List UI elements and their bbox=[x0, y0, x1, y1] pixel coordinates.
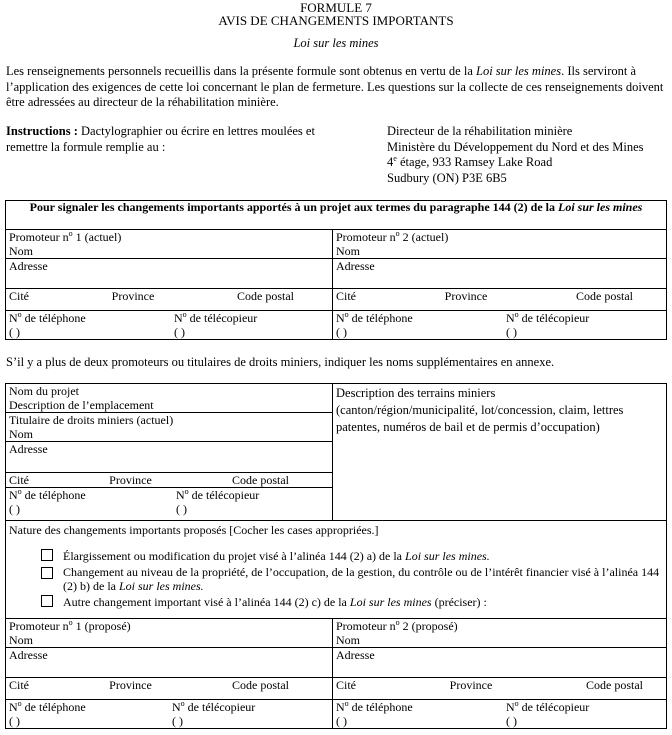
promoter2-address-field[interactable]: Adresse bbox=[333, 258, 666, 288]
mailing-address bbox=[387, 124, 667, 187]
change-option-3-end: (préciser) : bbox=[434, 595, 487, 609]
fax-area-code[interactable]: ( ) bbox=[174, 325, 185, 339]
province-label[interactable]: Province bbox=[444, 289, 488, 303]
additional-promoters-note: S’il y a plus de deux promoteurs ou titulaires de droits miniers, indiquer les noms supplémentaires en annexe. bbox=[6, 355, 555, 369]
promoter1-proposed-address-field[interactable]: Adresse bbox=[6, 647, 332, 677]
project-changes-table bbox=[5, 383, 667, 729]
city-label[interactable]: Cité bbox=[336, 289, 356, 303]
province-label[interactable]: Province bbox=[109, 678, 152, 692]
city-label[interactable]: Cité bbox=[9, 289, 29, 303]
phone-label[interactable]: $N^o$ de téléphone bbox=[9, 310, 86, 325]
section1-heading-act: Loi sur les mines bbox=[557, 200, 643, 214]
fax-label[interactable]: $N^o$ de télécopieur bbox=[506, 699, 590, 714]
changes-nature-label: Nature des changements importants proposés [Cocher les cases appropriées.] bbox=[9, 523, 379, 537]
promoter2-label: Promoteur $n^o$ 2 (actuel) bbox=[336, 229, 449, 244]
promoter2-name-field[interactable]: Nom bbox=[336, 244, 360, 258]
promoter1-name-field[interactable]: Nom bbox=[9, 244, 33, 258]
promoter2-city-row bbox=[333, 288, 666, 303]
current-promoters-table bbox=[5, 200, 667, 340]
fax-label[interactable]: $N^o$ de télécopieur bbox=[172, 699, 256, 714]
promoter2-phone-row bbox=[333, 311, 667, 340]
section1-heading bbox=[6, 201, 667, 230]
holder-phone-row bbox=[6, 487, 332, 516]
promoter1-proposed-block bbox=[6, 619, 333, 700]
promoter1-address-field[interactable]: Adresse bbox=[6, 258, 332, 288]
act-name: Loi sur les mines bbox=[293, 36, 379, 50]
promoter1-label: Promoteur $n^o$ 1 (actuel) bbox=[9, 229, 122, 244]
province-label[interactable]: Province bbox=[449, 678, 493, 692]
act-ref: Loi sur les mines. bbox=[118, 579, 204, 593]
phone-area-code[interactable]: ( ) bbox=[336, 325, 347, 339]
change-option-2-label: Changement au niveau de la propriété, de l’occupation, de la gestion, du contrôle ou de l’intérêt financier visé à l’alinéa 144 (2) b) de la bbox=[63, 565, 660, 593]
change-option-3-checkbox[interactable] bbox=[41, 595, 53, 607]
promoter1-proposed-name-field[interactable]: Nom bbox=[9, 633, 33, 647]
promoter2-proposed-label: Promoteur $n^o$ 2 (proposé) bbox=[336, 618, 458, 633]
section1-heading-text: Pour signaler les changements importants apportés à un projet aux termes du paragraphe 144 (2) de la bbox=[29, 200, 555, 214]
holder-address-field[interactable]: Adresse bbox=[6, 441, 332, 472]
intro-text: Les renseignements personnels recueillis dans la présente formule sont obtenus en vertu de la bbox=[6, 64, 473, 78]
instructions-label: Instructions : bbox=[6, 124, 78, 138]
mining-rights-holder-label: Titulaire de droits miniers (actuel) bbox=[6, 412, 332, 427]
fax-area-code[interactable]: ( ) bbox=[506, 325, 517, 339]
fax-label[interactable]: $N^o$ de télécopieur bbox=[506, 310, 590, 325]
intro-act: Loi sur les mines bbox=[476, 64, 562, 78]
change-option-2-checkbox[interactable] bbox=[41, 567, 53, 579]
city-label[interactable]: Cité bbox=[9, 473, 29, 487]
postal-code-label[interactable]: Code postal bbox=[576, 289, 633, 303]
holder-name-field[interactable]: Nom bbox=[9, 427, 33, 441]
change-option-1 bbox=[9, 549, 663, 563]
change-option-3 bbox=[9, 595, 663, 609]
promoter1-city-row bbox=[6, 288, 332, 303]
postal-code-label[interactable]: Code postal bbox=[232, 678, 289, 692]
phone-label[interactable]: $N^o$ de téléphone bbox=[9, 487, 86, 502]
promoter1-current-block bbox=[6, 230, 333, 311]
phone-area-code[interactable]: ( ) bbox=[336, 714, 347, 728]
city-label[interactable]: Cité bbox=[336, 678, 356, 692]
province-label[interactable]: Province bbox=[111, 289, 155, 303]
fax-area-code[interactable]: ( ) bbox=[172, 714, 183, 728]
postal-code-label[interactable]: Code postal bbox=[232, 473, 289, 487]
promoter2-proposed-name-field[interactable]: Nom bbox=[336, 633, 360, 647]
address-line: Sudbury (ON) P3E 6B5 bbox=[387, 170, 507, 185]
intro-text-rest: . Ils serviront à l’application des exigences de cette loi concernant le plan de fermeture. Les questions sur la collecte de ces renseignements doivent être adressées au directeur de la réhabilitation minière. bbox=[6, 64, 664, 110]
phone-label[interactable]: $N^o$ de téléphone bbox=[336, 310, 413, 325]
promoter1-phone-row bbox=[6, 311, 333, 340]
change-option-3-label: Autre changement important visé à l’alinéa 144 (2) c) de la bbox=[63, 595, 347, 609]
act-ref: Loi sur les mines bbox=[349, 595, 432, 609]
promoter2-proposed-phone-row bbox=[333, 700, 667, 729]
postal-code-label[interactable]: Code postal bbox=[586, 678, 643, 692]
address-line: Directeur de la réhabilitation minière bbox=[387, 124, 573, 138]
changes-nature-block bbox=[6, 521, 667, 619]
land-description-text: (canton/région/municipalité, lot/concession, claim, lettres patentes, numéros de bail et de permis d’occupation) bbox=[336, 403, 624, 434]
phone-area-code[interactable]: ( ) bbox=[9, 714, 20, 728]
change-option-1-label: Élargissement ou modification du projet visé à l’alinéa 144 (2) a) de la bbox=[63, 549, 403, 563]
postal-code-label[interactable]: Code postal bbox=[237, 289, 294, 303]
promoter1-proposed-phone-row bbox=[6, 700, 333, 729]
province-label[interactable]: Province bbox=[109, 473, 152, 487]
address-line: Ministère du Développement du Nord et des Mines bbox=[387, 139, 644, 154]
instructions-text: Dactylographier ou écrire en lettres moulées et remettre la formule remplie au : bbox=[6, 124, 315, 154]
project-info-block bbox=[6, 384, 333, 521]
promoter1-proposed-city-row bbox=[6, 677, 332, 692]
phone-label[interactable]: $N^o$ de téléphone bbox=[336, 699, 413, 714]
fax-area-code[interactable]: ( ) bbox=[176, 502, 187, 516]
promoter2-proposed-address-field[interactable]: Adresse bbox=[333, 647, 666, 677]
change-option-2 bbox=[9, 565, 663, 593]
holder-city-row bbox=[6, 472, 332, 487]
project-name-field[interactable]: Nom du projet bbox=[9, 384, 79, 398]
promoter2-current-block bbox=[333, 230, 667, 311]
change-option-1-checkbox[interactable] bbox=[41, 549, 53, 561]
form-title: AVIS DE CHANGEMENTS IMPORTANTS bbox=[218, 13, 454, 28]
city-label[interactable]: Cité bbox=[9, 678, 29, 692]
address-line: 4e étage, 933 Ramsey Lake Road bbox=[387, 154, 553, 170]
intro-paragraph bbox=[6, 64, 664, 111]
fax-area-code[interactable]: ( ) bbox=[506, 714, 517, 728]
act-ref: Loi sur les mines. bbox=[405, 549, 490, 563]
phone-area-code[interactable]: ( ) bbox=[9, 325, 20, 339]
land-description-title: Description des terrains miniers bbox=[336, 386, 496, 400]
phone-area-code[interactable]: ( ) bbox=[9, 502, 20, 516]
form-number: FORMULE 7 bbox=[300, 0, 372, 15]
location-description-field[interactable]: Description de l’emplacement bbox=[9, 398, 154, 412]
phone-label[interactable]: $N^o$ de téléphone bbox=[9, 699, 86, 714]
promoter2-proposed-city-row bbox=[333, 677, 666, 692]
promoter1-proposed-label: Promoteur $n^o$ 1 (proposé) bbox=[9, 618, 131, 633]
promoter2-proposed-block bbox=[333, 619, 667, 700]
fax-label[interactable]: $N^o$ de télécopieur bbox=[174, 310, 258, 325]
land-description-block[interactable] bbox=[333, 384, 667, 521]
instructions bbox=[6, 124, 336, 155]
fax-label[interactable]: $N^o$ de télécopieur bbox=[176, 487, 260, 502]
